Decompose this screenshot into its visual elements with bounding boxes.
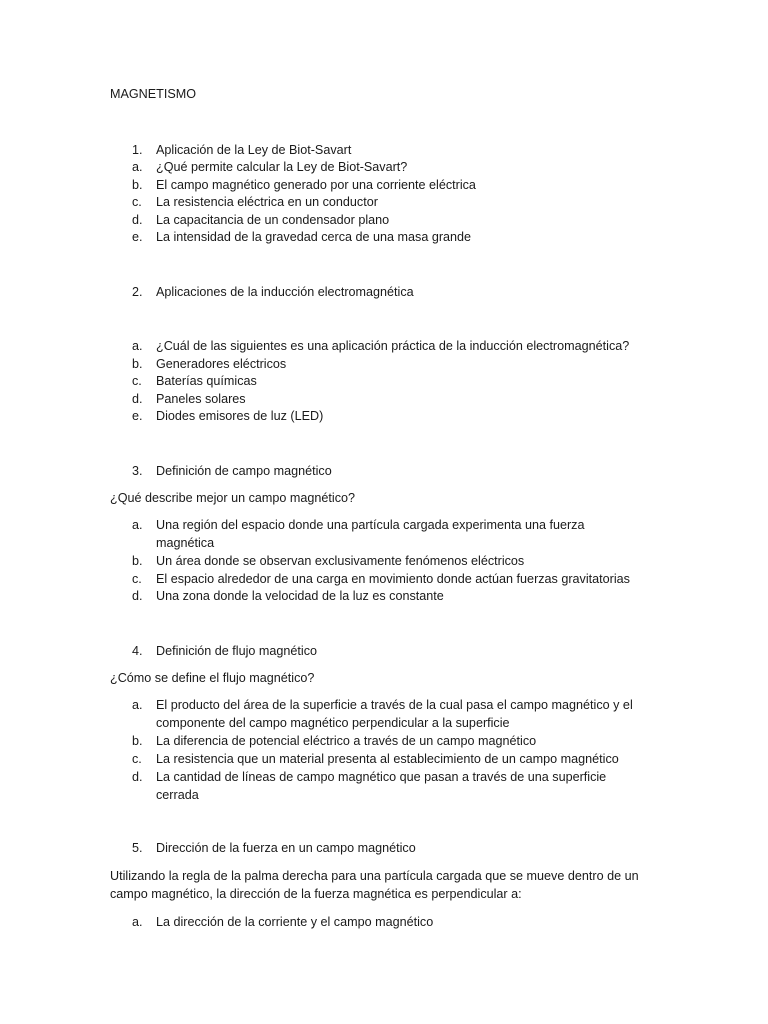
option-text: El espacio alrededor de una carga en movimiento donde actúan fuerzas gravitatorias	[156, 572, 630, 586]
item-label: d.	[132, 770, 143, 784]
option-text-line-1: La cantidad de líneas de campo magnético que pasan a través de una superficie	[156, 770, 607, 784]
section-heading-text: Aplicaciones de la inducción electromagnética	[156, 285, 414, 299]
section-number: 2.	[132, 285, 143, 299]
option-text: La diferencia de potencial eléctrico a través de un campo magnético	[156, 734, 537, 748]
option-text: Un área donde se observan exclusivamente fenómenos eléctricos	[156, 554, 525, 568]
item-label: d.	[132, 213, 143, 227]
section-heading-text: Definición de flujo magnético	[156, 644, 318, 658]
item-label: d.	[132, 589, 143, 603]
item-label: b.	[132, 178, 143, 192]
question-text: ¿Qué permite calcular la Ley de Biot-Savart?	[156, 160, 408, 174]
item-label: b.	[132, 357, 143, 371]
document-title: MAGNETISMO	[110, 87, 197, 101]
option-text: La resistencia eléctrica en un conductor	[156, 195, 378, 209]
section-4-question: ¿Cómo se define el flujo magnético?	[110, 671, 315, 685]
section-number: 4.	[132, 644, 143, 658]
section-number: 5.	[132, 841, 143, 855]
question-text: ¿Cuál de las siguientes es una aplicación práctica de la inducción electromagnética?	[156, 339, 630, 353]
item-label: d.	[132, 392, 143, 406]
section-3-question: ¿Qué describe mejor un campo magnético?	[110, 491, 356, 505]
section-heading-text: Definición de campo magnético	[156, 464, 332, 478]
option-text: La capacitancia de un condensador plano	[156, 213, 390, 227]
item-label: e.	[132, 230, 143, 244]
item-label: a.	[132, 518, 143, 532]
section-heading-text: Dirección de la fuerza en un campo magnético	[156, 841, 416, 855]
item-label: c.	[132, 195, 142, 209]
option-text-line-2: magnética	[156, 536, 215, 550]
option-text-line-2: cerrada	[156, 788, 199, 802]
option-text: La resistencia que un material presenta al establecimiento de un campo magnético	[156, 752, 619, 766]
item-label: c.	[132, 752, 142, 766]
option-text: Paneles solares	[156, 392, 246, 406]
option-text: Baterías químicas	[156, 374, 257, 388]
option-text-line-2: componente del campo magnético perpendicular a la superficie	[156, 716, 510, 730]
section-heading-text: Aplicación de la Ley de Biot-Savart	[156, 143, 352, 157]
section-number: 3.	[132, 464, 143, 478]
section-5-question-line-1: Utilizando la regla de la palma derecha para una partícula cargada que se mueve dentro de un	[110, 869, 639, 883]
option-text-line-1: El producto del área de la superficie a través de la cual pasa el campo magnético y el	[156, 698, 633, 712]
option-text: Generadores eléctricos	[156, 357, 287, 371]
option-text: Una zona donde la velocidad de la luz es constante	[156, 589, 444, 603]
section-5-question-line-2: campo magnético, la dirección de la fuerza magnética es perpendicular a:	[110, 887, 522, 901]
item-label: e.	[132, 409, 143, 423]
item-label: b.	[132, 554, 143, 568]
item-label: c.	[132, 374, 142, 388]
option-text: La dirección de la corriente y el campo magnético	[156, 915, 434, 929]
item-label: b.	[132, 734, 143, 748]
option-text: La intensidad de la gravedad cerca de una masa grande	[156, 230, 472, 244]
option-text-line-1: Una región del espacio donde una partícula cargada experimenta una fuerza	[156, 518, 585, 532]
item-label: c.	[132, 572, 142, 586]
option-text: El campo magnético generado por una corriente eléctrica	[156, 178, 476, 192]
item-label: a.	[132, 160, 143, 174]
section-number: 1.	[132, 143, 143, 157]
item-label: a.	[132, 698, 143, 712]
item-label: a.	[132, 915, 143, 929]
item-label: a.	[132, 339, 143, 353]
option-text: Diodes emisores de luz (LED)	[156, 409, 324, 423]
